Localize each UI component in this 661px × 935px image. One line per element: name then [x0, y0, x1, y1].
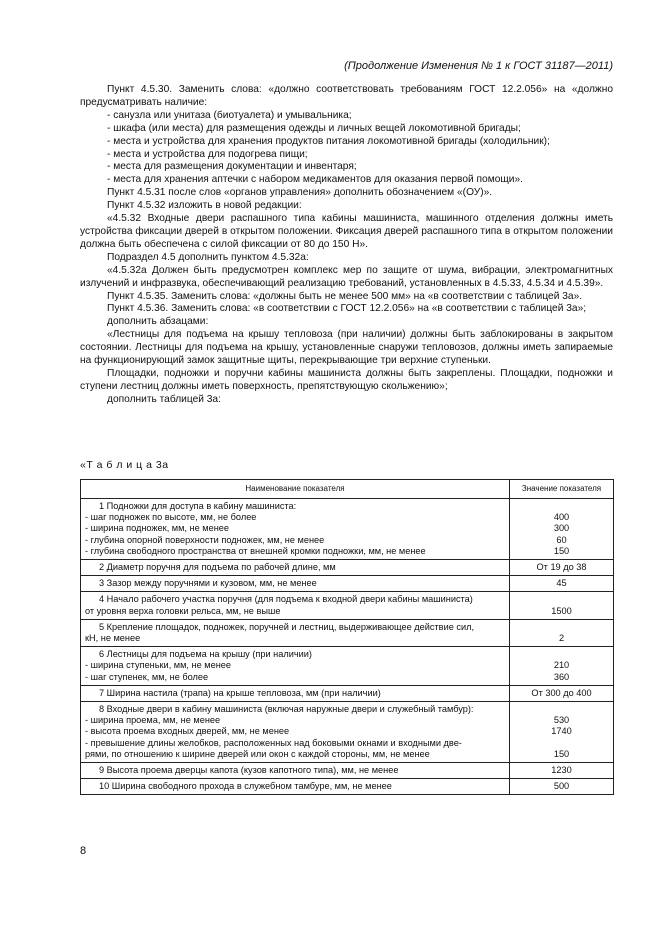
table-row [81, 619, 614, 646]
indicator-name-cell [81, 702, 510, 763]
indicator-name-cell [81, 647, 510, 686]
indicator-value [514, 622, 609, 633]
indicator-value: 2 [558, 633, 565, 644]
indicator-name-line: 4 Начало рабочего участка поручня (для подъема к входной двери кабины машиниста) [99, 594, 473, 605]
indicator-name-line: 9 Высота проема дверцы капота (кузов капотного типа), мм, не менее [99, 765, 399, 776]
indicator-value-cell [510, 702, 614, 763]
paragraph: Пункт 4.5.36. Заменить слова: «в соответствии с ГОСТ 12.2.056» на «в соответствии с таблицей 3а»; [107, 303, 587, 315]
indicator-name-cell [81, 685, 510, 701]
indicator-value: 150 [553, 748, 570, 759]
indicator-name-line: - превышение длины желобков, расположенных над боковыми окнами и входными две- [85, 737, 462, 748]
indicator-name-cell [81, 763, 510, 779]
table-row [81, 647, 614, 686]
table-row [81, 592, 614, 619]
table-body [81, 499, 614, 795]
indicator-name-line: 8 Входные двери в кабину машиниста (включая наружные двери и служебный тамбур): [99, 704, 474, 715]
indicator-value: 210 [553, 660, 570, 671]
indicator-value [514, 594, 609, 605]
indicator-value: 45 [556, 578, 567, 589]
indicator-name-line: 10 Ширина свободного прохода в служебном тамбуре, мм, не менее [99, 781, 392, 792]
page-number: 8 [80, 845, 87, 857]
table-row [81, 763, 614, 779]
paragraph: дополнить таблицей 3а: [107, 393, 221, 405]
indicator-name-line: - высота проема входных дверей, мм, не менее [85, 726, 290, 737]
indicator-name-line: 3 Зазор между поручнями и кузовом, мм, не менее [99, 578, 317, 589]
indicator-value: 1230 [551, 765, 572, 776]
table-row [81, 685, 614, 701]
indicator-value-cell [510, 647, 614, 686]
indicator-name-line: от уровня верха головки рельса, мм, не выше [85, 605, 281, 616]
indicator-value-cell [510, 576, 614, 592]
indicator-name-line: рями, по отношению к ширине дверей или окон с каждой стороны, мм, не менее [85, 748, 430, 759]
table-header-row [81, 480, 614, 499]
indicator-value-cell [510, 685, 614, 701]
indicator-value: От 300 до 400 [531, 687, 592, 698]
indicator-value [514, 649, 609, 660]
indicator-value: 1740 [551, 726, 572, 737]
indicator-name-line: 5 Крепление площадок, подножек, поручней и лестниц, выдерживающее действие сил, [99, 621, 475, 632]
indicator-name-line: - глубина опорной поверхности подножек, мм, не менее [85, 534, 325, 545]
indicator-name-cell [81, 779, 510, 795]
indicator-value: 400 [553, 512, 570, 523]
table-row [81, 702, 614, 763]
indicator-name-cell [81, 499, 510, 560]
indicator-value: 60 [556, 534, 567, 545]
paragraph: Пункт 4.5.32 изложить в новой редакции: [107, 200, 302, 212]
table-row [81, 499, 614, 560]
indicator-value: 150 [553, 545, 570, 556]
requirements-table [80, 479, 614, 795]
paragraph: - места и устройства для хранения продуктов питания локомотивной бригады (холодильник); [107, 135, 550, 147]
paragraph: дополнить абзацами: [107, 316, 209, 328]
paragraph: «Лестницы для подъема на крышу тепловоза (при наличии) должны быть заблокированы в закрытом состоянии. Лестницы для подъема на крышу, установленные снаружи тепловозов, должны иметь запираемые на функционирующий замок защитные щиты, перекрывающие три верхние ступеньки. [80, 329, 613, 367]
indicator-name-cell [81, 619, 510, 646]
indicator-name-line: кН, не менее [85, 633, 141, 644]
indicator-value: 530 [553, 715, 570, 726]
indicator-name-line: - ширина подножек, мм, не менее [85, 523, 229, 534]
paragraph: Пункт 4.5.30. Заменить слова: «должно соответствовать требованиям ГОСТ 12.2.056» на «должно предусматривать наличие: [80, 84, 613, 108]
indicator-value-cell [510, 619, 614, 646]
header-name-column: Наименование показателя [81, 480, 510, 499]
paragraph: Подраздел 4.5 дополнить пунктом 4.5.32а: [107, 251, 309, 263]
indicator-value [514, 501, 609, 512]
indicator-name-line: 1 Подножки для доступа в кабину машиниста: [99, 501, 297, 511]
indicator-name-line: - глубина свободного пространства от внешней кромки подножки, мм, не менее [85, 545, 426, 556]
indicator-name-line: 7 Ширина настила (трапа) на крыше тепловоза, мм (при наличии) [99, 687, 381, 698]
paragraph: Пункт 4.5.31 после слов «органов управления» дополнить обозначением «(ОУ)». [107, 187, 493, 199]
page-header: (Продолжение Изменения № 1 к ГОСТ 31187—2011) [344, 60, 613, 72]
paragraph: Пункт 4.5.35. Заменить слова: «должны быть не менее 500 мм» на «в соответствии с таблицей 3а». [107, 290, 583, 302]
indicator-value: 360 [553, 671, 570, 682]
indicator-name-line: 2 Диаметр поручня для подъема по рабочей длине, мм [99, 562, 336, 573]
paragraph: - шкафа (или места) для размещения одежды и личных вещей локомотивной бригады; [107, 122, 521, 134]
paragraph: - санузла или унитаза (биотуалета) и умывальника; [107, 109, 352, 121]
indicator-name-cell [81, 560, 510, 576]
indicator-name-line: - ширина ступеньки, мм, не менее [85, 660, 231, 671]
indicator-name-line: 6 Лестницы для подъема на крышу (при наличии) [99, 649, 312, 660]
body-text [80, 84, 613, 407]
paragraph: «4.5.32 Входные двери распашного типа кабины машиниста, машинного отделения должны иметь устройства фиксации дверей в открытом положении. Фиксация дверей распашного типа в открытом положении должна быть обеспечена с силой фиксации от 80 до 150 Н». [80, 213, 613, 250]
header-value-column: Значение показателя [510, 480, 614, 499]
indicator-name-line: - ширина проема, мм, не менее [85, 715, 221, 726]
paragraph: - места для хранения аптечки с набором медикаментов для оказания первой помощи». [107, 174, 523, 186]
table-caption: «Т а б л и ц а 3а [80, 459, 169, 471]
paragraph: «4.5.32а Должен быть предусмотрен комплекс мер по защите от шума, вибрации, электромагнитных излучений и инфразвука, обеспечивающий реализацию требований, установленных в 4.5.33, 4.5.34 и 4.5.39». [80, 264, 613, 289]
indicator-value [514, 738, 609, 749]
indicator-value-cell [510, 592, 614, 619]
indicator-value: 1500 [551, 605, 572, 616]
table-row [81, 779, 614, 795]
indicator-value-cell [510, 560, 614, 576]
paragraph: - места и устройства для подогрева пищи; [107, 148, 308, 160]
paragraph: Площадки, подножки и поручни кабины машиниста должны быть закреплены. Площадки, подножки и ступени лестниц должны иметь поверхность, препятствующую скольжению»; [80, 367, 613, 392]
indicator-name-line: - шаг ступенек, мм, не более [85, 671, 209, 682]
indicator-name-cell [81, 576, 510, 592]
table-row [81, 576, 614, 592]
indicator-value [514, 704, 609, 715]
indicator-value: 500 [553, 781, 570, 792]
indicator-value-cell [510, 763, 614, 779]
table-row [81, 560, 614, 576]
indicator-value: От 19 до 38 [536, 562, 587, 573]
indicator-value-cell [510, 499, 614, 560]
indicator-name-cell [81, 592, 510, 619]
indicator-value-cell [510, 779, 614, 795]
paragraph: - места для размещения документации и инвентаря; [107, 161, 357, 173]
indicator-name-line: - шаг подножек по высоте, мм, не более [85, 512, 257, 523]
indicator-value: 300 [553, 523, 570, 534]
